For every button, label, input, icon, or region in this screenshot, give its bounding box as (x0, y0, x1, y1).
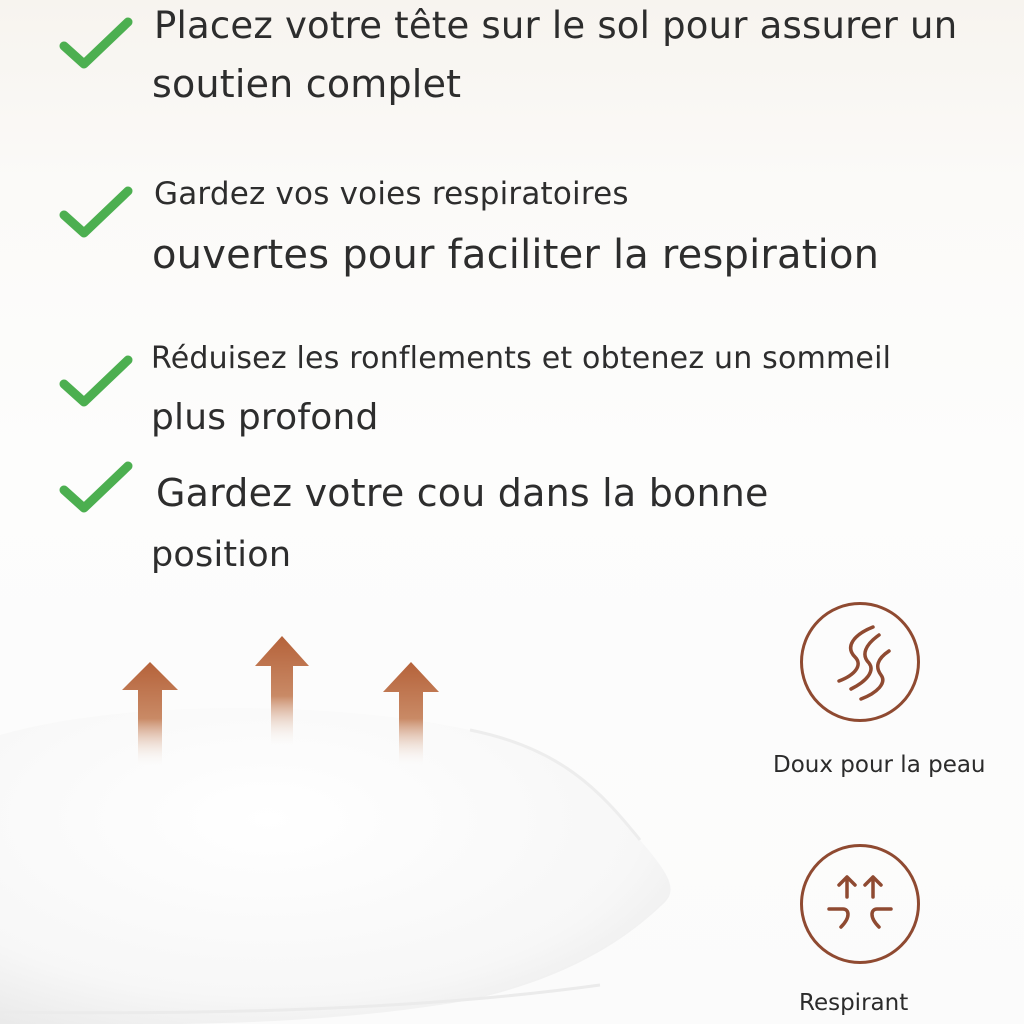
benefit-4-line-1: Gardez votre cou dans la bonne (156, 471, 769, 515)
benefit-1-line-1: Placez votre tête sur le sol pour assurer un (154, 4, 958, 47)
soft-feature-badge (800, 602, 920, 722)
benefit-3-line-1: Réduisez les ronflements et obtenez un sommeil (151, 341, 892, 376)
soft-feature-label: Doux pour la peau (773, 752, 986, 778)
checkmark-icon (58, 183, 134, 243)
benefit-4-line-2: position (151, 535, 292, 575)
checkmark-icon (58, 458, 134, 518)
benefit-1-line-2: soutien complet (152, 62, 462, 106)
breathable-airflow-icon (803, 847, 917, 961)
benefit-2-line-2: ouvertes pour faciliter la respiration (152, 232, 880, 278)
benefit-3-line-2: plus profond (151, 397, 379, 438)
benefit-2-line-1: Gardez vos voies respiratoires (154, 176, 629, 212)
checkmark-icon (58, 352, 134, 412)
soft-wave-icon (803, 605, 917, 719)
breathable-feature-badge (800, 844, 920, 964)
checkmark-icon (58, 14, 134, 74)
breathable-feature-label: Respirant (799, 990, 909, 1016)
